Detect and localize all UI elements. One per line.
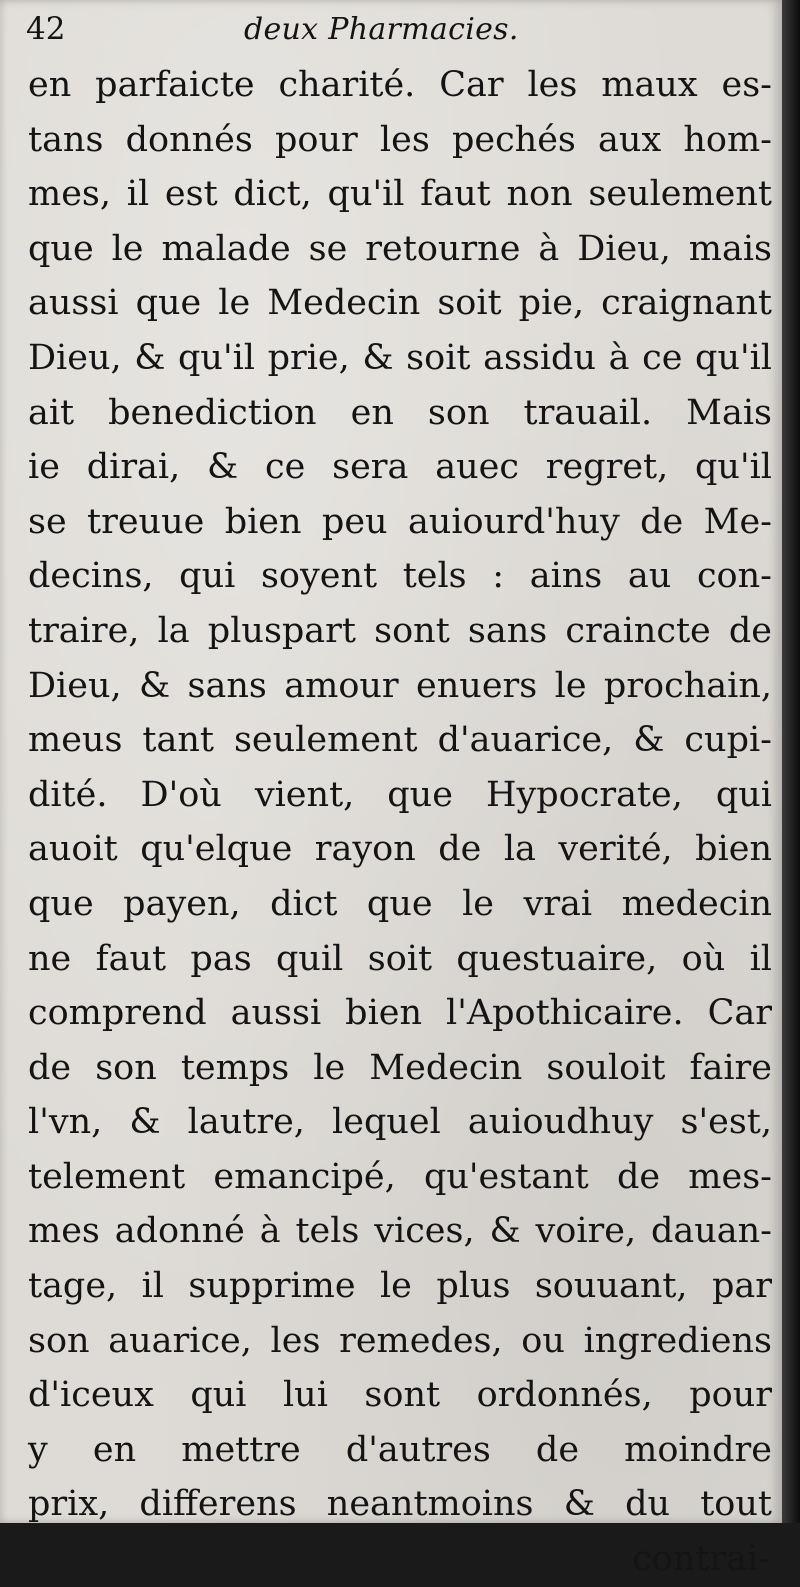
text-line: decins, qui soyent tels : ains au con-	[28, 556, 772, 597]
text-line: Dieu, & qu'il prie, & soit assidu à ce qu'il	[28, 337, 772, 378]
text-line: l'vn, & lautre, lequel auioudhuy s'est,	[28, 1102, 772, 1143]
text-line: comprend aussi bien l'Apothicaire. Car	[28, 993, 772, 1034]
page-header	[26, 4, 752, 48]
text-line: d'iceux qui lui sont ordonnés, pour	[28, 1375, 772, 1416]
text-line: mes adonné à tels vices, & voire, dauan-	[28, 1211, 772, 1252]
text-line: y en mettre d'autres de moindre	[28, 1429, 772, 1470]
text-line: ie dirai, & ce sera auec regret, qu'il	[28, 447, 772, 488]
text-line: prix, differens neantmoins & du tout	[28, 1484, 772, 1525]
text-line: se treuue bien peu auiourd'huy de Me-	[28, 501, 772, 542]
text-line: traire, la pluspart sont sans craincte de	[28, 610, 772, 651]
body-text	[28, 58, 772, 1587]
text-line: son auarice, les remedes, ou ingrediens	[28, 1320, 772, 1361]
text-line: tans donnés pour les pechés aux hom-	[28, 119, 772, 160]
text-line: ne faut pas quil soit questuaire, où il	[28, 938, 772, 979]
text-line: Dieu, & sans amour enuers le prochain,	[28, 665, 772, 706]
text-line: dité. D'où vient, que Hypocrate, qui	[28, 774, 772, 815]
text-line: aussi que le Medecin soit pie, craignant	[28, 283, 772, 324]
text-line: meus tant seulement d'auarice, & cupi-	[28, 720, 772, 761]
text-line: que payen, dict que le vrai medecin	[28, 883, 772, 924]
text-line: tage, il supprime le plus souuant, par	[28, 1266, 772, 1307]
text-line: telement emancipé, qu'estant de mes-	[28, 1156, 772, 1197]
page-number: 42	[26, 11, 66, 47]
text-line: mes, il est dict, qu'il faut non seulement	[28, 174, 772, 215]
text-line: que le malade se retourne à Dieu, mais	[28, 228, 772, 269]
book-binding-shadow	[782, 0, 800, 1523]
text-line: en parfaicte charité. Car les maux es-	[28, 65, 772, 105]
running-title: deux Pharmacies.	[244, 12, 519, 47]
text-line: de son temps le Medecin souloit faire	[28, 1047, 772, 1088]
text-line: ait benediction en son trauail. Mais	[28, 392, 772, 433]
text-line: auoit qu'elque rayon de la verité, bien	[28, 829, 772, 870]
catchword: contrai-	[632, 1539, 770, 1580]
